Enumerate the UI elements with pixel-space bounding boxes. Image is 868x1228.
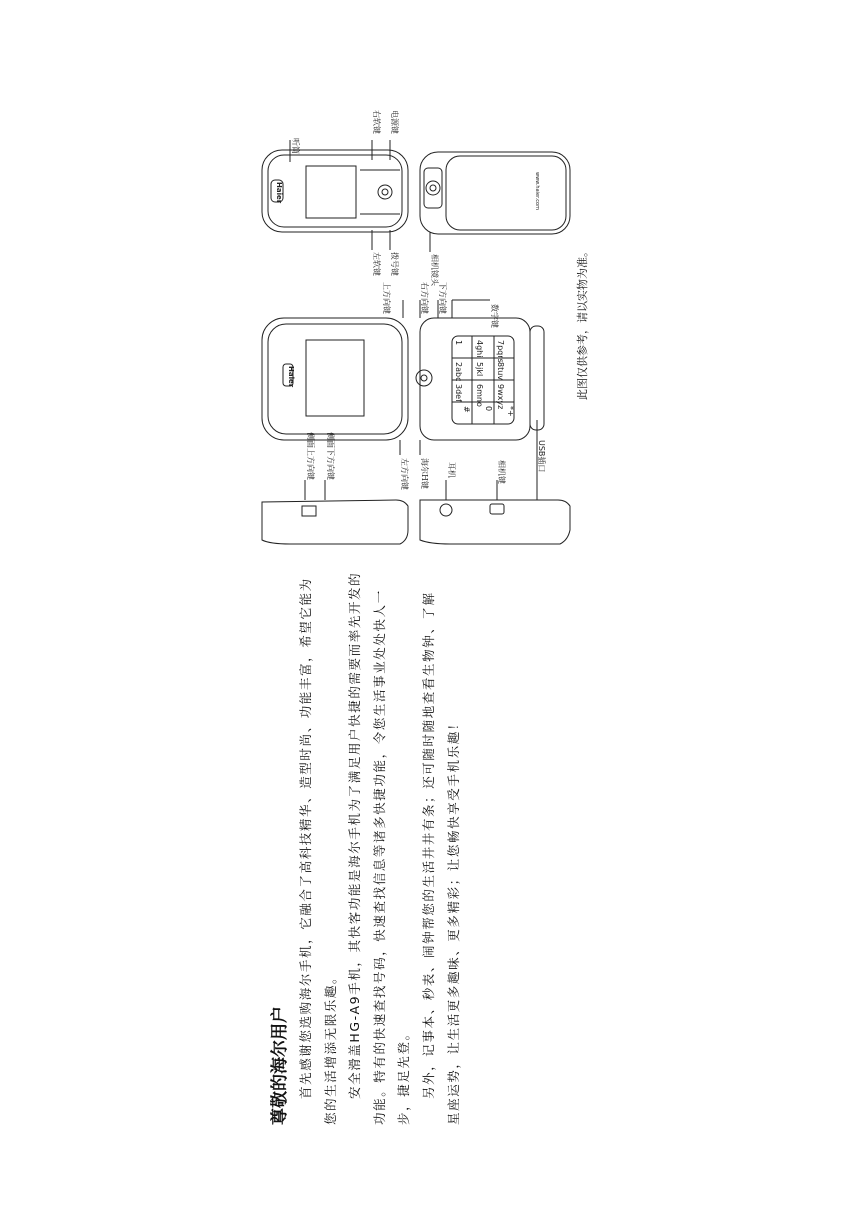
key-3: 3def xyxy=(454,384,463,402)
label-up-key: 上方向键 xyxy=(382,282,391,314)
label-camera-lens: 相机镜头 xyxy=(430,254,439,286)
label-right-soft-key: 右软键 xyxy=(372,110,381,134)
key-7: 7pqrs xyxy=(496,340,505,363)
keypad-labels xyxy=(454,340,515,417)
label-side-down-key: 侧面下方向键 xyxy=(326,432,335,480)
intro-line: 您的生活增添无限乐趣。 xyxy=(322,969,338,1125)
label-left-soft-key: 左软键 xyxy=(372,252,381,276)
label-power-key: 电源键 xyxy=(390,110,399,134)
key-6: 6mno xyxy=(475,384,484,407)
intro-line: 步，捷足先登。 xyxy=(396,1026,412,1125)
key-2: 2abc xyxy=(454,362,463,382)
intro-title: 尊敬的海尔用户 xyxy=(270,1006,290,1125)
intro-line: 星座运势，让生活更多趣味、更多精彩；让您畅快享受手机乐趣！ xyxy=(445,716,461,1125)
label-haier-key: 海尔H键 xyxy=(420,458,429,489)
intro-line: 首先感谢您选购海尔手机，它融合了高科技精华、造型时尚、功能丰富，希望它能为 xyxy=(298,577,313,1099)
phone-side-profile xyxy=(262,500,570,544)
label-down-key: 下方向键 xyxy=(438,282,447,314)
diagram-caption: 此图仅供参考，请以实物为准。 xyxy=(576,246,589,400)
key-9: 9wxyz xyxy=(496,384,505,410)
key-hash: # xyxy=(462,406,471,413)
phone-back xyxy=(420,152,570,234)
key-4: 4ghi xyxy=(475,340,484,358)
label-usb-port: USB插口 xyxy=(537,440,546,473)
label-earphone: 耳机 xyxy=(447,462,456,478)
key-0: 0 xyxy=(484,406,493,412)
back-url: www.haier.com xyxy=(534,172,540,210)
label-dial-key: 拨号键 xyxy=(390,252,399,276)
label-side-up-key: 侧面上方向键 xyxy=(306,432,315,480)
label-left-key: 左方向键 xyxy=(400,458,409,490)
brand-logo-open: Haier xyxy=(287,366,295,388)
intro-line: 功能。特有的快速查找号码，快速查找信息等诸多快捷功能，令您生活事业处处快人一 xyxy=(371,589,387,1125)
key-8: 8tuv xyxy=(496,362,505,381)
intro-line: 安全滑盖HG-A9手机，其快客功能是海尔手机为了满足用户快捷的需要而率先开发的 xyxy=(347,571,363,1099)
intro-line: 另外，记事本、秒表、闹钟帮您的生活井井有条；还可随时随地查看生物钟、了解 xyxy=(420,591,436,1099)
key-5: 5jkl xyxy=(475,362,484,377)
diagram-labels xyxy=(275,110,547,490)
key-1: 1 xyxy=(454,340,463,346)
key-star: *+ xyxy=(506,406,515,417)
brand-logo-front: Haier xyxy=(275,182,283,204)
label-camera-key: 相机键 xyxy=(497,460,506,484)
label-right-key: 右方向键 xyxy=(420,282,429,314)
label-earpiece: 听筒 xyxy=(291,138,300,154)
label-number-keys: 数字键 xyxy=(490,304,499,328)
